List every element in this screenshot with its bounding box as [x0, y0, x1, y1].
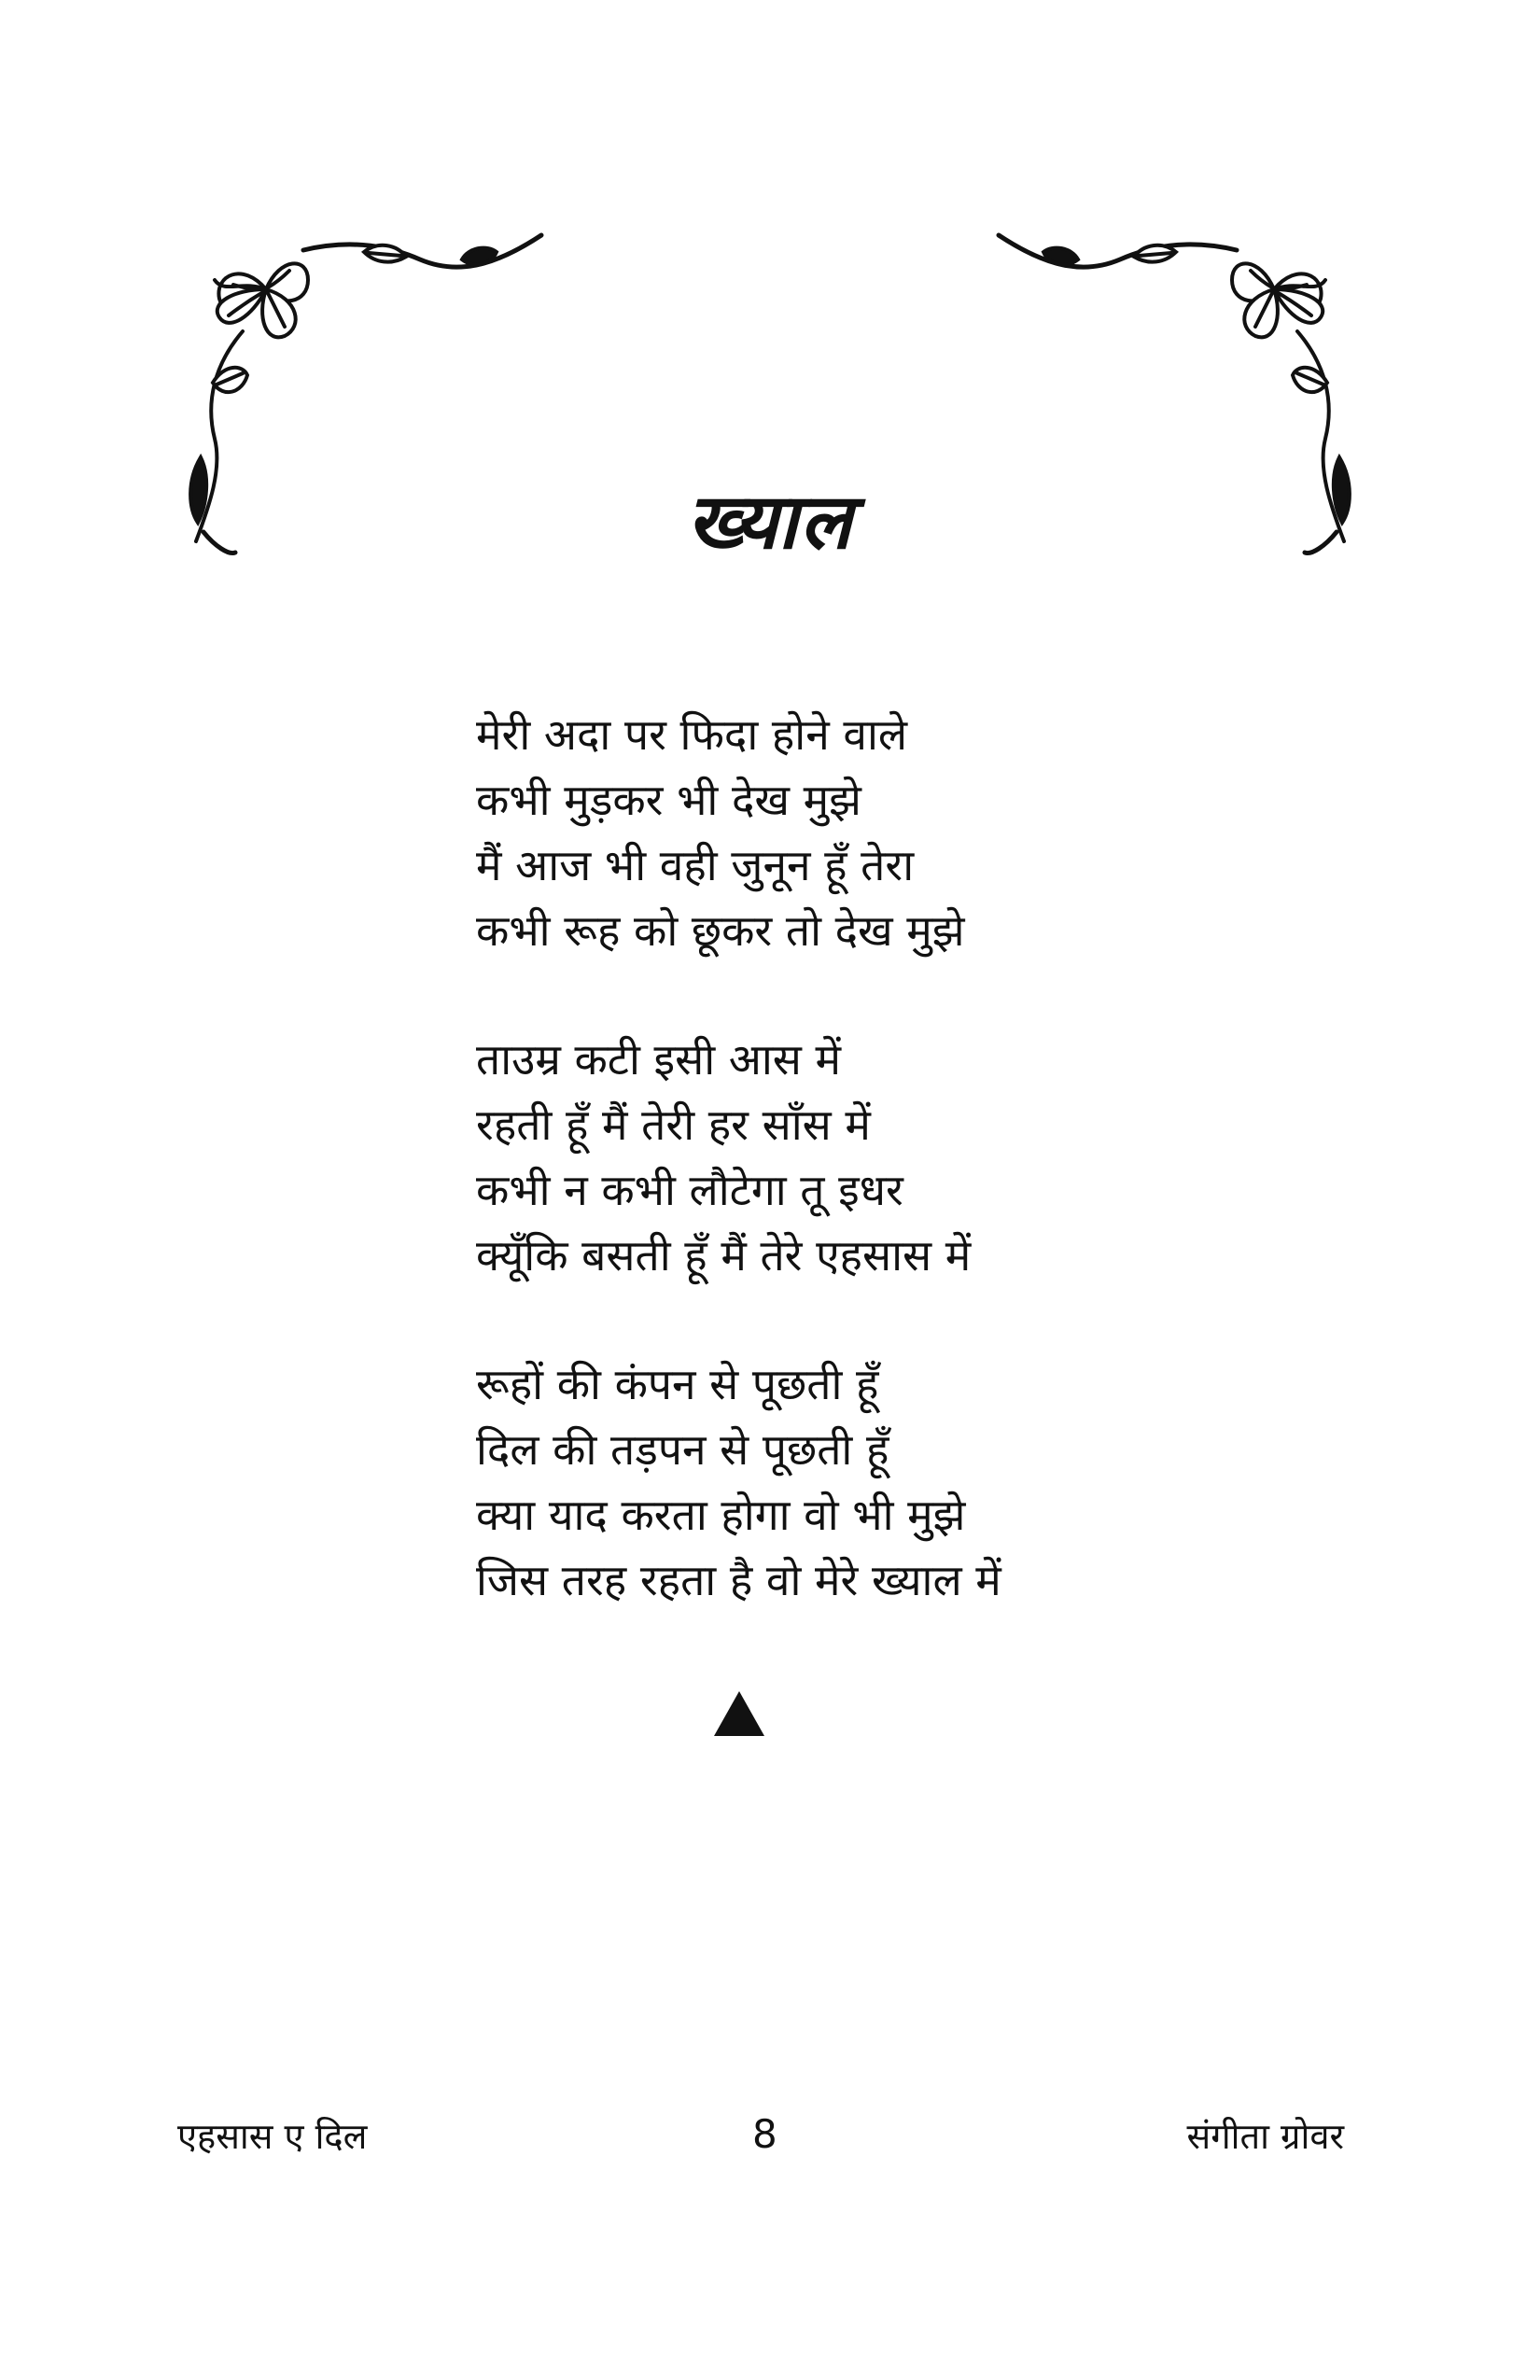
poem-line: कभी मुड़कर भी देख मुझे — [476, 775, 861, 825]
poem-line: रहती हूँ मैं तेरी हर साँस में — [476, 1099, 871, 1150]
stanza-2 — [476, 1027, 1185, 1288]
stanza-3 — [476, 1351, 1185, 1613]
page-footer — [0, 2111, 1540, 2167]
stanza-1 — [476, 702, 1185, 963]
poem-body — [476, 702, 1185, 1676]
poem-line: क्या याद करता होगा वो भी मुझे — [476, 1490, 966, 1540]
poem-line: क्यूँकि बसती हूँ मैं तेरे एहसास में — [476, 1230, 972, 1281]
poem-line: रूहों की कंपन से पूछती हूँ — [476, 1359, 879, 1409]
poem-line: कभी रूह को छूकर तो देख मुझे — [476, 905, 965, 956]
poem-line: मेरी अदा पर फिदा होने वाले — [476, 709, 908, 760]
poem-line: कभी न कभी लौटेगा तू इधर — [476, 1165, 903, 1215]
poem-line: जिस तरह रहता है वो मेरे ख्याल में — [476, 1555, 1001, 1605]
page-number: 8 — [752, 2111, 777, 2157]
footer-author: संगीता ग्रोवर — [1186, 2116, 1344, 2157]
triangle-end-mark-icon — [714, 1691, 764, 1736]
poem-line: दिल की तड़पन से पूछती हूँ — [476, 1424, 889, 1475]
poem-title: ख्याल — [686, 478, 854, 567]
footer-book-title: एहसास ए दिल — [177, 2116, 368, 2157]
poem-line: ताउम्र कटी इसी आस में — [476, 1034, 841, 1085]
poem-line: मैं आज भी वही जुनून हूँ तेरा — [476, 840, 915, 890]
